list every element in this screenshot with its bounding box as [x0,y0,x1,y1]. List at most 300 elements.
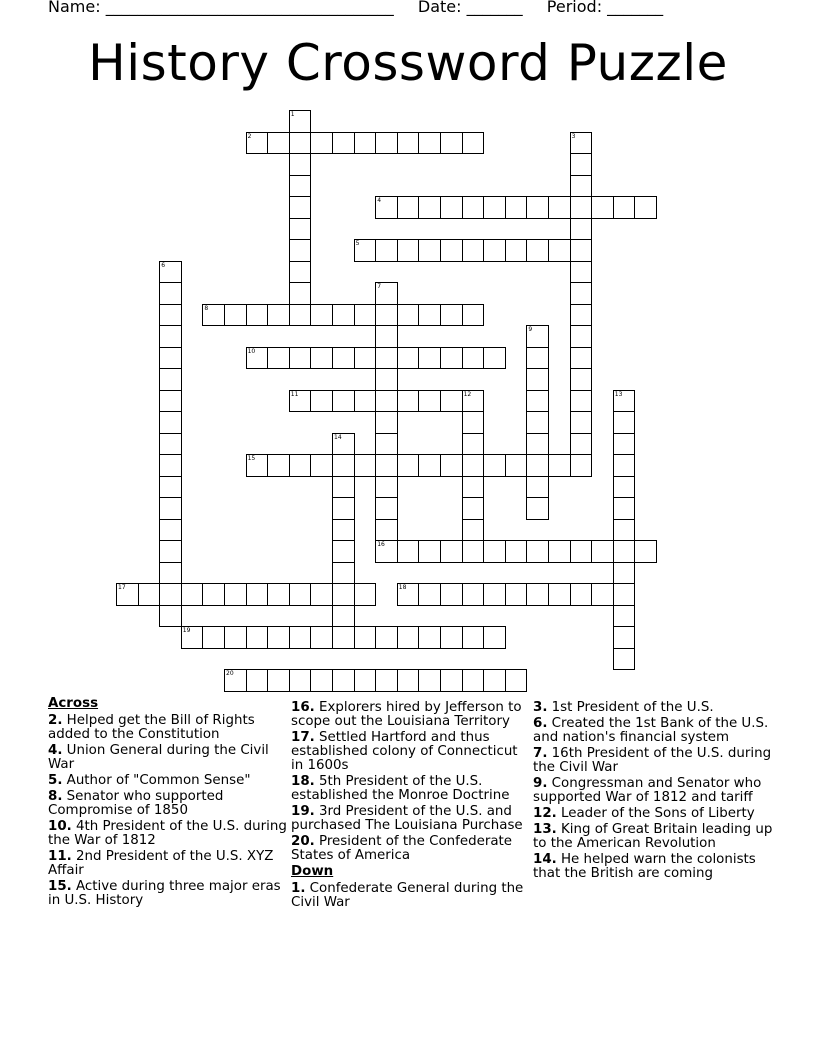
crossword-cell[interactable] [613,605,636,628]
crossword-cell[interactable] [418,583,441,606]
crossword-cell[interactable] [526,390,549,413]
crossword-cell[interactable] [526,476,549,499]
crossword-cell[interactable] [418,454,441,477]
crossword-cell[interactable] [181,626,204,649]
crossword-cell[interactable] [570,132,593,155]
clue-text: 2nd President of the U.S. XYZ Affair [48,849,274,878]
crossword-cell[interactable] [289,153,312,176]
crossword-cell[interactable] [289,261,312,284]
crossword-cell[interactable] [462,411,485,434]
crossword-cell[interactable] [570,454,593,477]
crossword-cell[interactable] [440,540,463,563]
crossword-cell[interactable] [483,196,506,219]
crossword-cell[interactable] [354,132,377,155]
crossword-cell[interactable] [289,626,312,649]
crossword-cell[interactable] [462,540,485,563]
crossword-cell[interactable] [159,519,182,542]
crossword-cell[interactable] [267,304,290,327]
crossword-cell[interactable] [613,476,636,499]
clue-number-label: 19 [182,627,191,634]
crossword-cell[interactable] [159,454,182,477]
crossword-cell[interactable] [332,454,355,477]
down-clues-part-1 [291,882,531,910]
crossword-cell[interactable] [159,347,182,370]
crossword-cell[interactable] [246,669,269,692]
down-clue [533,701,773,715]
crossword-cell[interactable] [354,669,377,692]
crossword-cell[interactable] [613,648,636,671]
crossword-cell[interactable] [613,583,636,606]
clue-number: 12. [533,806,557,821]
period-field[interactable]: _______ [607,0,664,16]
clue-number-label: 14 [334,433,342,441]
crossword-cell[interactable] [289,583,312,606]
down-clue [533,853,773,881]
across-clue [48,790,288,818]
crossword-cell[interactable] [159,325,182,348]
crossword-cell[interactable] [613,433,636,456]
crossword-cell[interactable] [526,368,549,391]
crossword-cell[interactable] [375,368,398,391]
across-clues-part-1 [48,714,288,908]
clue-number: 8. [48,789,63,804]
crossword-cell[interactable] [375,454,398,477]
crossword-cell[interactable] [548,583,571,606]
crossword-cell[interactable] [570,153,593,176]
crossword-cell[interactable] [440,626,463,649]
crossword-cell[interactable] [354,304,377,327]
crossword-cell[interactable] [526,411,549,434]
clues-column-2 [291,701,531,912]
crossword-cell[interactable] [224,304,247,327]
crossword-cell[interactable] [289,304,312,327]
crossword-cell[interactable] [591,583,614,606]
name-label: Name: [48,0,101,16]
clue-text: 1st President of the U.S. [547,700,714,715]
crossword-cell[interactable] [332,626,355,649]
crossword-cell[interactable] [526,497,549,520]
clue-text: Active during three major eras in U.S. History [48,879,281,908]
clue-number-label: 10 [247,347,256,355]
crossword-cell[interactable] [570,196,593,219]
crossword-cell[interactable] [462,476,485,499]
down-clue [291,882,531,910]
crossword-cell[interactable] [591,540,614,563]
crossword-cell[interactable] [570,368,593,391]
crossword-cell[interactable] [246,454,269,477]
crossword-cell[interactable] [526,347,549,370]
date-label: Date: [417,0,462,16]
crossword-cell[interactable] [505,196,528,219]
down-clue [533,777,773,805]
clue-number-label: 16 [377,541,385,548]
crossword-cell[interactable] [332,497,355,520]
crossword-cell[interactable] [224,583,247,606]
crossword-cell[interactable] [310,390,333,413]
crossword-cell[interactable] [332,583,355,606]
crossword-cell[interactable] [526,196,549,219]
crossword-cell[interactable] [397,454,420,477]
crossword-cell[interactable] [462,669,485,692]
crossword-cell[interactable] [310,347,333,370]
crossword-cell[interactable] [418,669,441,692]
clue-number: 19. [291,804,315,819]
clue-text: 4th President of the U.S. during the War of 1812 [48,819,287,848]
across-clue [48,820,288,848]
crossword-cell[interactable] [375,304,398,327]
clue-number-label: 17 [118,584,126,591]
crossword-cell[interactable] [289,347,312,370]
crossword-cell[interactable] [289,175,312,198]
crossword-cell[interactable] [310,304,333,327]
clue-number: 5. [48,773,63,788]
crossword-cell[interactable] [505,454,528,477]
clue-number-label: 15 [247,455,256,462]
crossword-cell[interactable] [332,562,355,585]
clue-number: 18. [291,774,315,789]
crossword-cell[interactable] [375,282,398,305]
crossword-cell[interactable] [354,390,377,413]
down-clues-part-2 [533,701,773,881]
crossword-cell[interactable] [570,282,593,305]
crossword-cell[interactable] [159,368,182,391]
crossword-cell[interactable] [440,239,463,262]
crossword-cell[interactable] [267,347,290,370]
crossword-cell[interactable] [613,454,636,477]
crossword-cell[interactable] [289,282,312,305]
crossword-cell[interactable] [246,132,269,155]
crossword-cell[interactable] [332,390,355,413]
crossword-cell[interactable] [440,304,463,327]
crossword-cell[interactable] [246,626,269,649]
clue-text: Confederate General during the Civil War [291,881,524,910]
clue-number-label: 8 [204,304,209,312]
crossword-cell[interactable] [159,411,182,434]
crossword-cell[interactable] [202,626,225,649]
clue-number-label: 20 [226,670,234,677]
clue-text: 16th President of the U.S. during the Civil War [533,746,772,775]
crossword-cell[interactable] [570,390,593,413]
crossword-cell[interactable] [289,132,312,155]
crossword-cell[interactable] [332,433,355,456]
crossword-cell[interactable] [246,583,269,606]
crossword-cell[interactable] [354,626,377,649]
crossword-cell[interactable] [505,540,528,563]
crossword-cell[interactable] [289,218,312,241]
clue-number-label: 11 [290,390,299,398]
clue-number-label: 13 [614,390,623,398]
crossword-cell[interactable] [548,540,571,563]
crossword-cell[interactable] [267,583,290,606]
crossword-cell[interactable] [289,454,312,477]
crossword-cell[interactable] [354,583,377,606]
crossword-cell[interactable] [570,304,593,327]
crossword-cell[interactable] [418,239,441,262]
down-clue [533,747,773,775]
crossword-cell[interactable] [375,239,398,262]
crossword-cell[interactable] [440,454,463,477]
clue-number: 16. [291,700,315,715]
crossword-cell[interactable] [375,132,398,155]
clue-text: 5th President of the U.S. established the Monroe Doctrine [291,774,510,803]
crossword-cell[interactable] [310,132,333,155]
crossword-cell[interactable] [397,540,420,563]
clue-number: 4. [48,743,63,758]
across-clue [291,835,531,863]
crossword-cell[interactable] [570,261,593,284]
crossword-cell[interactable] [483,239,506,262]
crossword-cell[interactable] [570,583,593,606]
crossword-cell[interactable] [332,347,355,370]
crossword-cell[interactable] [548,239,571,262]
crossword-cell[interactable] [570,347,593,370]
crossword-cell[interactable] [375,196,398,219]
crossword-cell[interactable] [570,175,593,198]
crossword-cell[interactable] [202,583,225,606]
crossword-cell[interactable] [462,196,485,219]
across-clue [291,731,531,773]
across-clue [291,775,531,803]
crossword-cell[interactable] [246,304,269,327]
crossword-cell[interactable] [418,540,441,563]
across-clue [48,774,288,788]
crossword-cell[interactable] [159,497,182,520]
clue-text: Settled Hartford and thus established colony of Connecticut in 1600s [291,730,518,773]
crossword-cell[interactable] [483,583,506,606]
crossword-cell[interactable] [526,583,549,606]
crossword-cell[interactable] [570,433,593,456]
crossword-cell[interactable] [483,454,506,477]
crossword-cell[interactable] [159,605,182,628]
crossword-cell[interactable] [613,540,636,563]
crossword-cell[interactable] [397,304,420,327]
crossword-cell[interactable] [570,218,593,241]
crossword-cell[interactable] [613,562,636,585]
crossword-cell[interactable] [375,347,398,370]
crossword-cell[interactable] [613,519,636,542]
crossword-cell[interactable] [462,390,485,413]
crossword-cell[interactable] [375,411,398,434]
crossword-cell[interactable] [397,626,420,649]
clue-number: 20. [291,834,315,849]
crossword-cell[interactable] [354,347,377,370]
crossword-cell[interactable] [418,196,441,219]
crossword-cell[interactable] [548,196,571,219]
crossword-cell[interactable] [159,583,182,606]
crossword-cell[interactable] [332,669,355,692]
crossword-cell[interactable] [613,411,636,434]
crossword-cell[interactable] [462,347,485,370]
crossword-cell[interactable] [310,669,333,692]
crossword-cell[interactable] [505,239,528,262]
crossword-cell[interactable] [462,583,485,606]
clue-number: 11. [48,849,72,864]
crossword-cell[interactable] [375,519,398,542]
crossword-cell[interactable] [505,583,528,606]
crossword-cell[interactable] [159,261,182,284]
crossword-cell[interactable] [418,626,441,649]
crossword-cell[interactable] [440,669,463,692]
crossword-cell[interactable] [462,454,485,477]
crossword-cell[interactable] [613,196,636,219]
down-heading: Down [291,864,334,879]
crossword-cell[interactable] [505,669,528,692]
crossword-cell[interactable] [267,132,290,155]
clue-text: Leader of the Sons of Liberty [556,806,755,821]
crossword-cell[interactable] [526,239,549,262]
crossword-cell[interactable] [634,540,657,563]
crossword-cell[interactable] [202,304,225,327]
crossword-cell[interactable] [591,196,614,219]
clue-number-label: 1 [290,111,295,118]
clue-text: He helped warn the colonists that the British are coming [533,852,756,881]
crossword-cell[interactable] [397,347,420,370]
crossword-cell[interactable] [397,669,420,692]
clue-number: 1. [291,881,306,896]
crossword-cell[interactable] [570,239,593,262]
crossword-cell[interactable] [267,669,290,692]
crossword-cell[interactable] [440,390,463,413]
across-clue [48,880,288,908]
crossword-cell[interactable] [526,540,549,563]
crossword-cell[interactable] [634,196,657,219]
crossword-cell[interactable] [418,390,441,413]
crossword-cell[interactable] [462,433,485,456]
clue-text: Union General during the Civil War [48,743,269,772]
across-clue [48,744,288,772]
page-title: History Crossword Puzzle [88,34,728,92]
crossword-cell[interactable] [159,562,182,585]
crossword-cell[interactable] [267,626,290,649]
crossword-cell[interactable] [332,476,355,499]
crossword-cell[interactable] [224,669,247,692]
crossword-cell[interactable] [570,411,593,434]
crossword-cell[interactable] [289,110,312,133]
clue-text: Senator who supported Compromise of 1850 [48,789,224,818]
crossword-cell[interactable] [440,132,463,155]
crossword-cell[interactable] [570,325,593,348]
crossword-cell[interactable] [159,304,182,327]
crossword-cell[interactable] [332,304,355,327]
clue-number-label: 4 [377,197,382,204]
crossword-cell[interactable] [462,304,485,327]
across-heading: Across [48,696,99,711]
crossword-cell[interactable] [613,497,636,520]
crossword-cell[interactable] [375,669,398,692]
crossword-cell[interactable] [462,497,485,520]
down-clue [533,717,773,745]
crossword-cell[interactable] [181,583,204,606]
crossword-cell[interactable] [354,454,377,477]
crossword-cell[interactable] [375,626,398,649]
crossword-cell[interactable] [397,132,420,155]
crossword-cell[interactable] [462,626,485,649]
clues-column-1 [48,697,288,910]
crossword-cell[interactable] [483,347,506,370]
crossword-cell[interactable] [159,433,182,456]
across-clue [291,701,531,729]
clue-number: 3. [533,700,548,715]
crossword-cell[interactable] [570,540,593,563]
crossword-cell[interactable] [462,132,485,155]
crossword-cell[interactable] [332,519,355,542]
date-field[interactable]: _______ [466,0,523,16]
crossword-cell[interactable] [289,669,312,692]
crossword-cell[interactable] [462,239,485,262]
crossword-cell[interactable] [440,196,463,219]
crossword-cell[interactable] [138,583,161,606]
crossword-cell[interactable] [289,239,312,262]
crossword-cell[interactable] [332,132,355,155]
crossword-cell[interactable] [375,540,398,563]
crossword-cell[interactable] [483,669,506,692]
crossword-cell[interactable] [483,626,506,649]
clue-number-label: 12 [463,390,472,398]
crossword-cell[interactable] [332,540,355,563]
name-field[interactable]: ____________________________________ [105,0,394,16]
crossword-cell[interactable] [418,132,441,155]
crossword-cell[interactable] [224,626,247,649]
clue-number: 14. [533,852,557,867]
crossword-cell[interactable] [375,390,398,413]
crossword-cell[interactable] [613,626,636,649]
clue-number: 9. [533,776,548,791]
crossword-cell[interactable] [375,497,398,520]
crossword-cell[interactable] [397,583,420,606]
crossword-cell[interactable] [526,454,549,477]
clue-text: Helped get the Bill of Rights added to the Constitution [48,713,255,742]
across-clue [291,805,531,833]
crossword-cell[interactable] [397,196,420,219]
crossword-cell[interactable] [526,325,549,348]
crossword-cell[interactable] [548,454,571,477]
clue-number: 10. [48,819,72,834]
crossword-cell[interactable] [526,433,549,456]
crossword-cell[interactable] [267,454,290,477]
clue-text: 3rd President of the U.S. and purchased The Louisiana Purchase [291,804,523,833]
crossword-cell[interactable] [354,239,377,262]
crossword-cell[interactable] [310,454,333,477]
crossword-cell[interactable] [440,583,463,606]
clue-number: 17. [291,730,315,745]
clue-text: King of Great Britain leading up to the American Revolution [533,822,773,851]
crossword-cell[interactable] [418,347,441,370]
crossword-cell[interactable] [159,540,182,563]
crossword-cell[interactable] [613,390,636,413]
crossword-cell[interactable] [289,390,312,413]
crossword-cell[interactable] [483,540,506,563]
crossword-cell[interactable] [375,476,398,499]
crossword-cell[interactable] [116,583,139,606]
crossword-cell[interactable] [246,347,269,370]
crossword-cell[interactable] [159,282,182,305]
crossword-cell[interactable] [397,390,420,413]
crossword-cell[interactable] [159,390,182,413]
crossword-cell[interactable] [418,304,441,327]
crossword-cell[interactable] [289,196,312,219]
clue-number-label: 3 [571,132,576,140]
crossword-cell[interactable] [159,476,182,499]
crossword-cell[interactable] [375,433,398,456]
crossword-cell[interactable] [440,347,463,370]
crossword-cell[interactable] [310,583,333,606]
crossword-cell[interactable] [462,519,485,542]
crossword-cell[interactable] [310,626,333,649]
clue-text: Explorers hired by Jefferson to scope out the Louisiana Territory [291,700,522,729]
crossword-cell[interactable] [397,239,420,262]
crossword-cell[interactable] [332,605,355,628]
crossword-cell[interactable] [375,325,398,348]
